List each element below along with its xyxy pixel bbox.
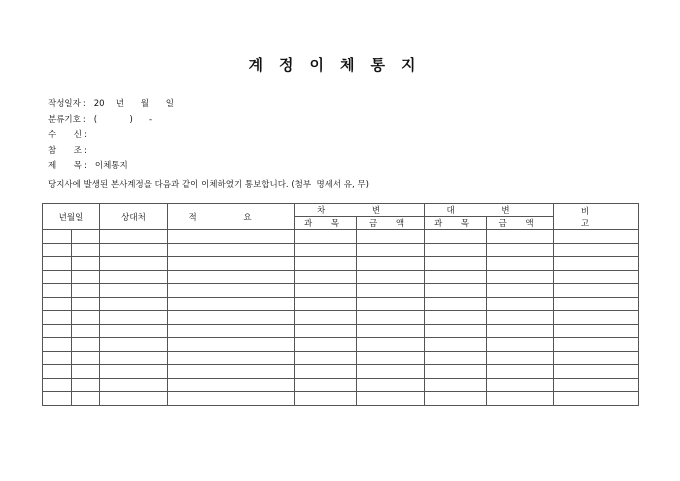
table-row — [43, 311, 639, 325]
table-cell — [72, 365, 100, 379]
table-cell — [43, 311, 72, 325]
table-cell — [100, 365, 168, 379]
year-prefix: 20 — [93, 99, 105, 109]
field-colon: : — [84, 145, 87, 156]
table-cell — [425, 392, 487, 406]
field-colon: : — [84, 161, 87, 171]
table-cell — [554, 270, 639, 284]
table-cell — [100, 297, 168, 311]
table-row — [43, 270, 639, 284]
field-classification — [48, 113, 191, 129]
table-row — [43, 378, 639, 392]
table-cell — [554, 324, 639, 338]
table-cell — [357, 365, 425, 379]
table-cell — [554, 257, 639, 271]
table-cell — [554, 392, 639, 406]
table-cell — [43, 297, 72, 311]
table-cell — [168, 378, 295, 392]
field-value: 이체통지 — [94, 161, 128, 171]
table-cell — [168, 270, 295, 284]
table-cell — [357, 392, 425, 406]
table-cell — [168, 351, 295, 365]
table-cell — [295, 311, 357, 325]
header-counterpart: 상대처 — [100, 204, 168, 230]
table-row — [43, 297, 639, 311]
table-cell — [295, 284, 357, 298]
table-cell — [357, 243, 425, 257]
field-colon: : — [82, 99, 86, 109]
table-cell — [43, 392, 72, 406]
table-cell — [72, 243, 100, 257]
table-cell — [554, 297, 639, 311]
table-cell — [487, 338, 554, 352]
table-cell — [100, 257, 168, 271]
table-cell — [72, 257, 100, 271]
table-cell — [554, 351, 639, 365]
table-cell — [554, 365, 639, 379]
table-cell — [43, 270, 72, 284]
header-fields — [48, 97, 191, 175]
table-cell — [100, 243, 168, 257]
table-cell — [425, 365, 487, 379]
table-cell — [295, 243, 357, 257]
table-cell — [357, 311, 425, 325]
table-cell — [487, 365, 554, 379]
table-cell — [554, 230, 639, 244]
table-cell — [100, 392, 168, 406]
table-cell — [168, 297, 295, 311]
table-cell — [72, 392, 100, 406]
table-cell — [295, 378, 357, 392]
table-cell — [100, 338, 168, 352]
table-cell — [168, 230, 295, 244]
table-row — [43, 243, 639, 257]
field-colon: : — [82, 114, 86, 125]
table-cell — [100, 378, 168, 392]
table-cell — [425, 230, 487, 244]
field-label: 제 목 — [48, 161, 82, 171]
table-row — [43, 257, 639, 271]
table-cell — [357, 338, 425, 352]
table-cell — [425, 378, 487, 392]
table-cell — [357, 378, 425, 392]
table-cell — [425, 257, 487, 271]
table-cell — [295, 338, 357, 352]
table-row — [43, 284, 639, 298]
field-label: 작성일자 — [48, 99, 81, 109]
table-cell — [487, 324, 554, 338]
table-cell — [43, 365, 72, 379]
table-cell — [295, 392, 357, 406]
transfer-table — [42, 203, 639, 406]
day-unit: 일 — [165, 99, 174, 109]
table-cell — [425, 243, 487, 257]
table-cell — [425, 284, 487, 298]
table-cell — [72, 351, 100, 365]
table-cell — [168, 257, 295, 271]
table-cell — [487, 230, 554, 244]
document-title: 계정이체통지 — [248, 56, 432, 74]
table-cell — [100, 270, 168, 284]
table-cell — [43, 378, 72, 392]
table-cell — [295, 297, 357, 311]
table-cell — [487, 297, 554, 311]
field-value: ( ) - — [93, 114, 153, 125]
table-cell — [425, 311, 487, 325]
table-cell — [554, 243, 639, 257]
header-debit: 차 변 — [295, 204, 425, 217]
table-cell — [72, 338, 100, 352]
table-cell — [357, 297, 425, 311]
table-body — [43, 230, 639, 406]
table-cell — [425, 270, 487, 284]
table-cell — [43, 257, 72, 271]
header-credit-amount: 금 액 — [487, 217, 554, 230]
header-credit-account: 과 목 — [425, 217, 487, 230]
table-cell — [357, 324, 425, 338]
table-cell — [357, 284, 425, 298]
table-cell — [487, 257, 554, 271]
table-cell — [72, 297, 100, 311]
table-cell — [100, 284, 168, 298]
table-cell — [425, 338, 487, 352]
table-cell — [43, 351, 72, 365]
table-cell — [100, 324, 168, 338]
table-cell — [425, 351, 487, 365]
table-row — [43, 365, 639, 379]
table-cell — [295, 365, 357, 379]
table-cell — [295, 270, 357, 284]
table-cell — [487, 311, 554, 325]
table-cell — [43, 284, 72, 298]
table-cell — [168, 365, 295, 379]
table-row — [43, 351, 639, 365]
table-cell — [72, 311, 100, 325]
table-cell — [357, 351, 425, 365]
table-cell — [554, 311, 639, 325]
table-cell — [100, 230, 168, 244]
notice-text: 당지사에 발생된 본사계정을 다음과 같이 이체하였기 통보합니다. (첨부 명세서 유, 무) — [48, 180, 369, 190]
table-cell — [168, 324, 295, 338]
table-cell — [72, 324, 100, 338]
header-debit-amount: 금 액 — [357, 217, 425, 230]
table-cell — [425, 297, 487, 311]
field-label: 참 조 — [48, 145, 82, 156]
table-cell — [100, 311, 168, 325]
table-row — [43, 324, 639, 338]
header-credit: 대 변 — [425, 204, 554, 217]
table-row — [43, 230, 639, 244]
field-subject — [48, 159, 191, 175]
table-cell — [425, 324, 487, 338]
table-cell — [487, 378, 554, 392]
month-unit: 월 — [140, 99, 149, 109]
table-row — [43, 392, 639, 406]
field-recipient — [48, 128, 191, 144]
table-cell — [72, 284, 100, 298]
table-cell — [357, 270, 425, 284]
table-cell — [168, 243, 295, 257]
table-cell — [357, 257, 425, 271]
header-date: 년월일 — [43, 204, 100, 230]
table-cell — [295, 351, 357, 365]
table-cell — [43, 324, 72, 338]
table-cell — [487, 392, 554, 406]
year-unit: 년 — [115, 99, 124, 109]
table-cell — [487, 351, 554, 365]
header-remarks: 비 고 — [554, 204, 639, 230]
table-cell — [487, 243, 554, 257]
table-cell — [295, 324, 357, 338]
header-summary: 적 요 — [168, 204, 295, 230]
table-cell — [72, 378, 100, 392]
table-row — [43, 338, 639, 352]
field-label: 분류기호 — [48, 114, 81, 125]
field-date — [48, 97, 191, 113]
table-cell — [295, 230, 357, 244]
table-cell — [554, 378, 639, 392]
field-label: 수 신 — [48, 130, 82, 140]
table-cell — [357, 230, 425, 244]
table-cell — [554, 284, 639, 298]
table-cell — [554, 338, 639, 352]
table-cell — [43, 230, 72, 244]
table-cell — [43, 243, 72, 257]
header-debit-account: 과 목 — [295, 217, 357, 230]
table-cell — [168, 284, 295, 298]
table-cell — [487, 270, 554, 284]
table-cell — [168, 311, 295, 325]
table-cell — [100, 351, 168, 365]
table-cell — [43, 338, 72, 352]
table-cell — [487, 284, 554, 298]
table-cell — [72, 270, 100, 284]
table-cell — [295, 257, 357, 271]
table-cell — [168, 338, 295, 352]
field-reference — [48, 144, 191, 160]
table-cell — [72, 230, 100, 244]
table-cell — [168, 392, 295, 406]
field-colon: : — [84, 130, 87, 140]
